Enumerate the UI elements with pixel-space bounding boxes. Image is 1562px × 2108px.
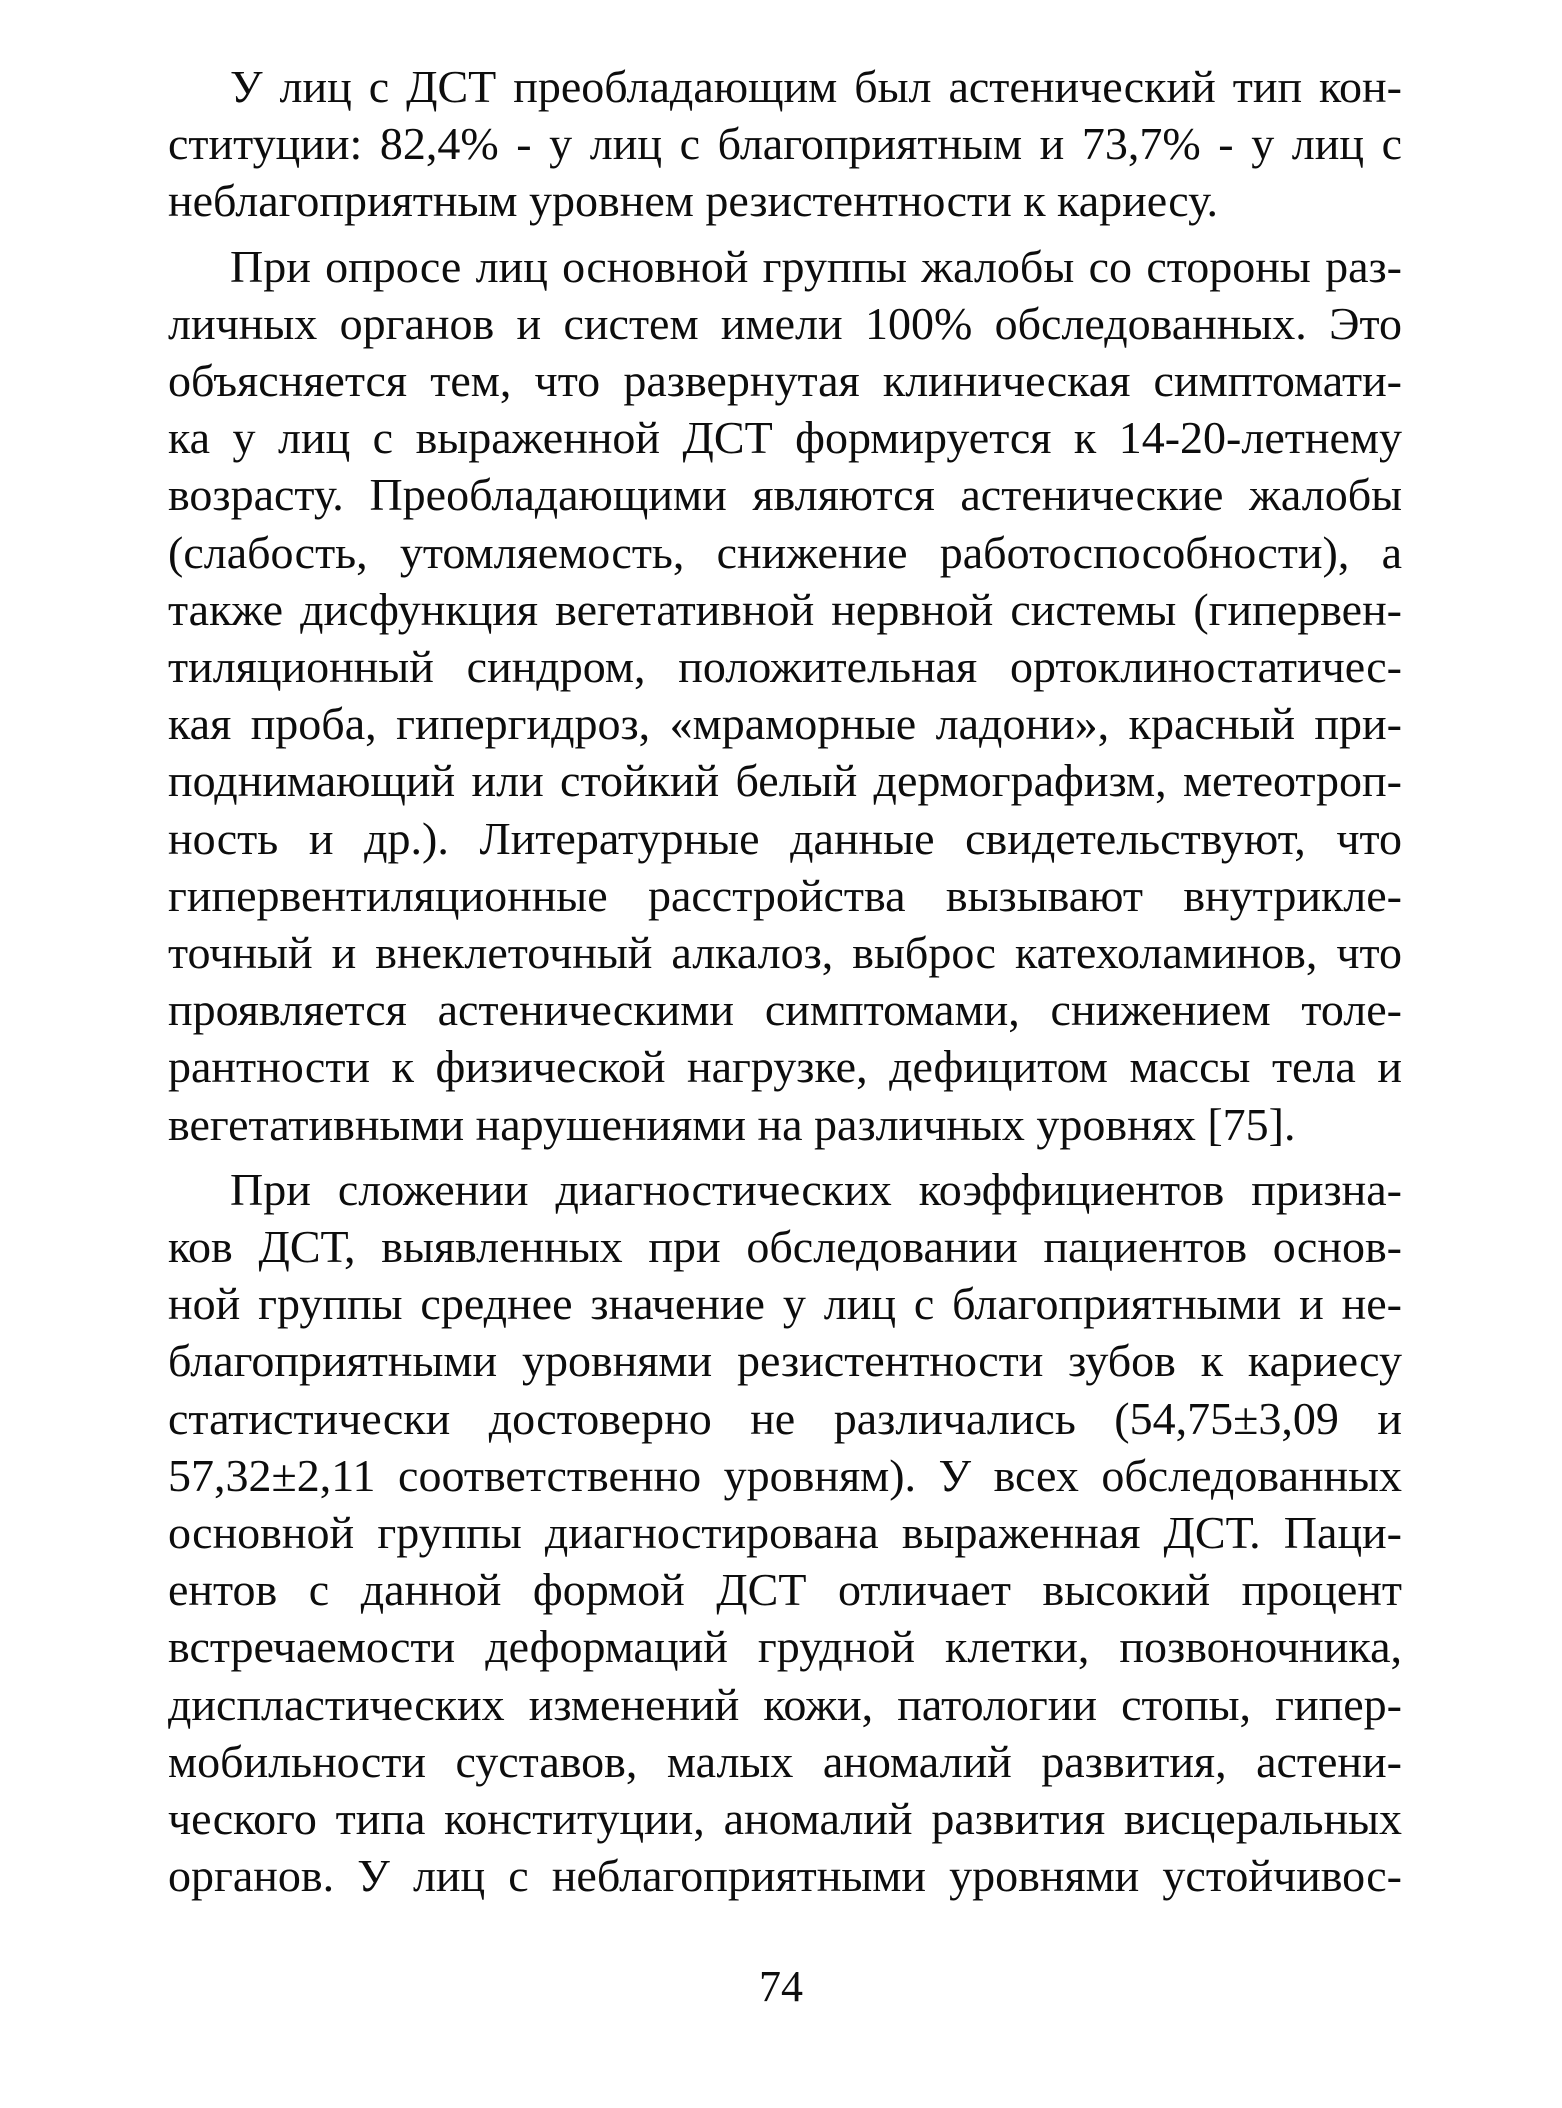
text-line: личных органов и систем имели 100% обследованных. Это	[168, 297, 1402, 349]
paragraph-2	[168, 238, 1402, 1153]
text-line: возрасту. Преобладающими являются астенические жалобы	[168, 469, 1402, 521]
paragraph-1	[168, 58, 1402, 230]
text-line: поднимающий или стойкий белый дермографизм, метеотроп-	[168, 755, 1402, 807]
text-line: объясняется тем, что развернутая клиническая симптомати-	[168, 355, 1402, 407]
text-line: ков ДСТ, выявленных при обследовании пациентов основ-	[168, 1221, 1402, 1273]
text-line: тиляционный синдром, положительная ортоклиностатичес-	[168, 641, 1402, 693]
text-line: рантности к физической нагрузке, дефицитом массы тела и	[168, 1041, 1402, 1093]
text-line: диспластических изменений кожи, патологии стопы, гипер-	[168, 1678, 1402, 1730]
text-line: (слабость, утомляемость, снижение работоспособности), а	[168, 526, 1402, 578]
text-line: проявляется астеническими симптомами, снижением толе-	[168, 984, 1402, 1036]
text-line: ческого типа конституции, аномалий развития висцеральных	[168, 1793, 1402, 1845]
text-line: также дисфункция вегетативной нервной системы (гипервен-	[168, 583, 1402, 635]
text-line: гипервентиляционные расстройства вызывают внутрикле-	[168, 869, 1402, 921]
text-line: При сложении диагностических коэффициентов призна-	[230, 1163, 1402, 1215]
body-text	[168, 58, 1402, 1913]
text-line: У лиц с ДСТ преобладающим был астенический тип кон-	[230, 61, 1402, 112]
page-number: 74	[759, 1962, 803, 2011]
text-line: благоприятными уровнями резистентности зубов к кариесу	[168, 1335, 1402, 1387]
text-line: При опросе лиц основной группы жалобы со стороны раз-	[230, 240, 1402, 292]
text-line: ность и др.). Литературные данные свидетельствуют, что	[168, 812, 1402, 864]
text-line: кая проба, гипергидроз, «мраморные ладони», красный при-	[168, 698, 1402, 750]
text-line: 57,32±2,11 соответственно уровням). У всех обследованных	[168, 1449, 1402, 1501]
text-line: основной группы диагностирована выраженная ДСТ. Паци-	[168, 1507, 1402, 1559]
text-line: точный и внеклеточный алкалоз, выброс катехоламинов, что	[168, 927, 1402, 979]
paragraph-3	[168, 1161, 1402, 1905]
text-line: вегетативными нарушениями на различных уровнях [75].	[168, 1098, 1296, 1150]
text-line: ентов с данной формой ДСТ отличает высокий процент	[168, 1564, 1402, 1616]
text-line: органов. У лиц с неблагоприятными уровнями устойчивос-	[168, 1850, 1402, 1902]
text-line: мобильности суставов, малых аномалий развития, астени-	[168, 1735, 1402, 1787]
text-line: ной группы среднее значение у лиц с благоприятными и не-	[168, 1278, 1402, 1330]
text-line: ституции: 82,4% - у лиц с благоприятным и 73,7% - у лиц с	[168, 118, 1402, 170]
text-line: встречаемости деформаций грудной клетки, позвоночника,	[168, 1621, 1402, 1673]
text-line: ка у лиц с выраженной ДСТ формируется к 14-20-летнему	[168, 412, 1402, 464]
text-line: неблагоприятным уровнем резистентности к кариесу.	[168, 175, 1219, 227]
text-line: статистически достоверно не различались (54,75±3,09 и	[168, 1392, 1402, 1444]
